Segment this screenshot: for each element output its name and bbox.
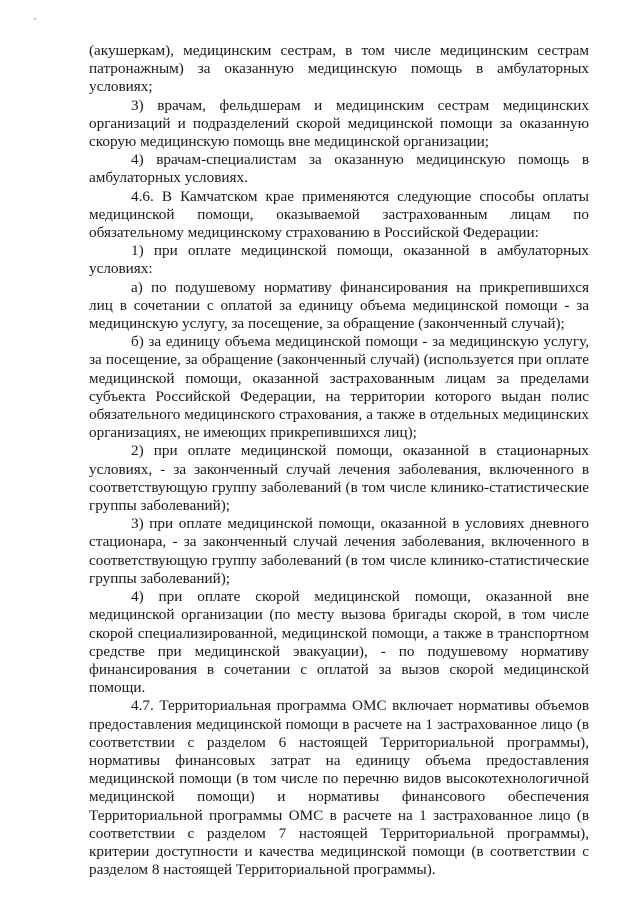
paragraph-subitem-b: б) за единицу объема медицинской помощи - за медицинскую услугу, за посещение, за обращение (законченный случай) (используется при оплате медицинской помощи, оказанной застрахованным лицам за пределами субъекта Российской Федерации, на территории которого выдан полис обязательного медицинского страхования, а также в отдельных медицинских организациях, не имеющих прикрепившихся лиц); [89, 333, 589, 442]
document-body [89, 42, 589, 879]
paragraph-item-4: 4) врачам-специалистам за оказанную медицинскую помощь в амбулаторных условиях. [89, 151, 589, 187]
paragraph-day-hospital: 3) при оплате медицинской помощи, оказанной в условиях дневного стационара, - за законченный случай лечения заболевания, включенного в соответствующую группу заболеваний (в том числе клинико-статистические группы заболеваний); [89, 515, 589, 587]
scan-dot [34, 18, 36, 20]
paragraph-section-4-7: 4.7. Территориальная программа ОМС включает нормативы объемов предоставления медицинской помощи в расчете на 1 застрахованное лицо (в соответствии с разделом 6 настоящей Территориальной программы), нормативы финансовых затрат на единицу объема предоставления медицинской помощи (в том числе по перечню видов высокотехнологичной медицинской помощи) и нормативы финансового обеспечения Территориальной программы ОМС в расчете на 1 застрахованное лицо (в соответствии с разделом 7 настоящей Территориальной программы), критерии доступности и качества медицинской помощи (в соответствии с разделом 8 настоящей Территориальной программы). [89, 697, 589, 879]
paragraph-item-3: 3) врачам, фельдшерам и медицинским сестрам медицинских организаций и подразделений скорой медицинской помощи за оказанную скорую медицинскую помощь вне медицинской организации; [89, 96, 589, 151]
paragraph-ambulatory: 1) при оплате медицинской помощи, оказанной в амбулаторных условиях: [89, 242, 589, 278]
paragraph-section-4-6: 4.6. В Камчатском крае применяются следующие способы оплаты медицинской помощи, оказываемой застрахованным лицам по обязательному медицинскому страхованию в Российской Федерации: [89, 187, 589, 242]
paragraph-emergency: 4) при оплате скорой медицинской помощи, оказанной вне медицинской организации (по месту вызова бригады скорой, в том числе скорой специализированной, медицинской помощи, а также в транспортном средстве при медицинской эвакуации), - по подушевому нормативу финансирования в сочетании с оплатой за вызов скорой медицинской помощи. [89, 588, 589, 697]
paragraph-subitem-a: а) по подушевому нормативу финансирования на прикрепившихся лиц в сочетании с оплатой за единицу объема медицинской помощи - за медицинскую услугу, за посещение, за обращение (законченный случай); [89, 278, 589, 333]
paragraph-stationary: 2) при оплате медицинской помощи, оказанной в стационарных условиях, - за законченный случай лечения заболевания, включенного в соответствующую группу заболеваний (в том числе клинико-статистические группы заболеваний); [89, 442, 589, 515]
paragraph-continuation: (акушеркам), медицинским сестрам, в том числе медицинским сестрам патронажным) за оказанную медицинскую помощь в амбулаторных условиях; [89, 42, 589, 96]
